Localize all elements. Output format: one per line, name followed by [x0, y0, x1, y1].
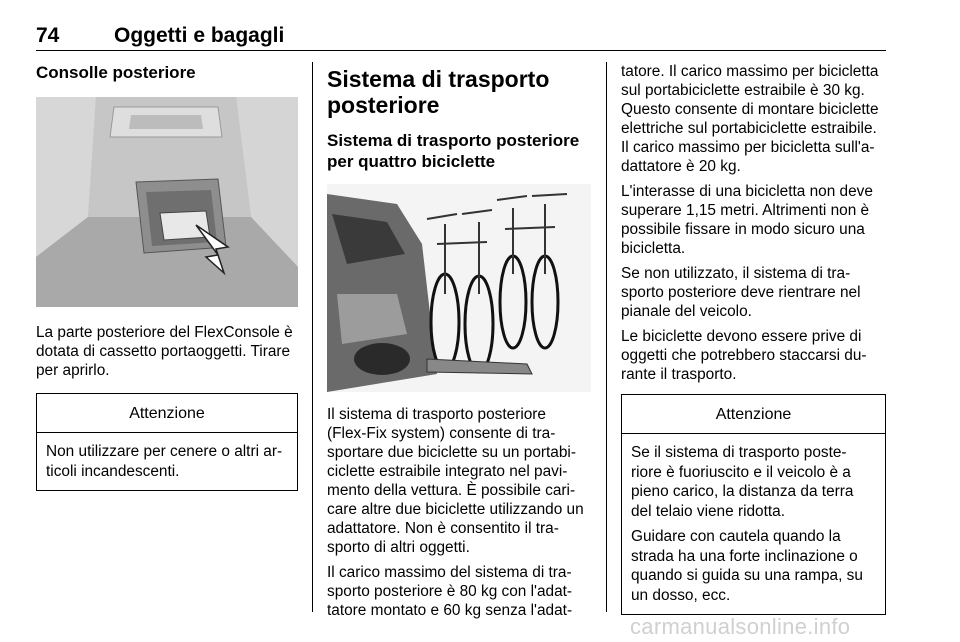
text-line: (Flex-Fix system) consente di tra- [327, 425, 556, 442]
notice-box [36, 393, 298, 491]
column-divider [312, 62, 313, 612]
text-line: Le biciclette devono essere prive di [621, 328, 862, 345]
text-line: ciclette estraibile integrato nel pavi- [327, 463, 568, 480]
text-line: L'interasse di una bicicletta non deve [621, 183, 873, 200]
column-3 [621, 62, 886, 615]
text-line: mento della vettura. È possibile cari- [327, 482, 576, 499]
page-header [36, 22, 886, 51]
text-line: bicicletta. [621, 240, 686, 257]
text-line: riore è fuoriuscito e il veicolo è a [631, 463, 851, 481]
text-line: Non utilizzare per cenere o altri ar- [46, 443, 283, 460]
notice-title: Attenzione [622, 395, 885, 434]
text-line: dattatore è 20 kg. [621, 158, 741, 175]
console-illustration [36, 97, 298, 307]
text-line: strada ha una forte inclinazione o [631, 547, 858, 565]
text-line: Guidare con cautela quando la [631, 528, 841, 545]
text-line: del telaio viene ridotta. [631, 502, 786, 520]
text-line: oggetti che potrebbero staccarsi du- [621, 347, 867, 364]
text-line: sportare due biciclette su un portabi- [327, 444, 576, 461]
subsection-heading [327, 130, 591, 172]
text-line: Se il sistema di trasporto poste- [631, 444, 847, 461]
text-line: Se non utilizzato, il sistema di tra- [621, 265, 851, 282]
text-line: ticoli incandescenti. [46, 462, 180, 480]
text-line: un dosso, ecc. [631, 586, 731, 604]
console-heading: Consolle posteriore [36, 63, 196, 82]
text-line: sporto posteriore deve rientrare nel [621, 284, 861, 301]
notice-title: Attenzione [37, 394, 297, 433]
text-line: dotata di cassetto portaoggetti. Tirare [36, 343, 291, 360]
column-1 [36, 62, 298, 491]
text-line: Il sistema di trasporto posteriore [327, 406, 546, 423]
text-line: pieno carico, la distanza da terra [631, 483, 854, 500]
text-line: sporto di altri oggetti. [327, 539, 470, 556]
loose-objects-text [621, 327, 886, 384]
page-number: 74 [36, 24, 60, 47]
text-line: tatore. Il carico massimo per bicicletta [621, 63, 879, 80]
heading-line: Sistema di trasporto [327, 66, 550, 92]
text-line: care altre due biciclette utilizzando un [327, 501, 584, 518]
column-divider [606, 62, 607, 612]
text-line: Il carico massimo per bicicletta sull'a- [621, 139, 875, 156]
text-line: Questo consente di montare biciclette [621, 101, 879, 118]
section-heading [327, 66, 591, 118]
text-line: La parte posteriore del FlexConsole è [36, 324, 293, 341]
notice-text [46, 442, 287, 481]
text-line: pianale del veicolo. [621, 303, 752, 320]
storage-text [621, 264, 886, 321]
carrier-load-text [327, 563, 591, 620]
text-line: sporto posteriore è 80 kg con l'adat- [327, 583, 573, 600]
notice-text [631, 443, 875, 521]
notice-text [631, 527, 875, 605]
notice-box [621, 394, 886, 615]
text-line: adattatore. Non è consentito il tra- [327, 520, 559, 537]
console-description [36, 323, 298, 380]
wheelbase-text [621, 182, 886, 258]
watermark: carmanualsonline.info [630, 614, 851, 639]
heading-line: per quattro biciclette [327, 152, 496, 171]
section-title: Oggetti e bagagli [114, 24, 285, 47]
carrier-description [327, 405, 591, 557]
text-line: Il carico massimo del sistema di tra- [327, 564, 572, 581]
text-line: elettriche sul portabiciclette estraibile. [621, 120, 877, 137]
text-line: possibile fissare in modo sicuro una [621, 221, 865, 238]
text-line: tatore montato e 60 kg senza l'adat- [327, 602, 573, 619]
column-2 [327, 62, 591, 626]
heading-line: Sistema di trasporto posteriore [327, 131, 580, 150]
text-line: quando si guida su una rampa, su [631, 567, 863, 584]
heading-line: posteriore [327, 92, 440, 118]
load-limits-text [621, 62, 886, 176]
text-line: rante il trasporto. [621, 366, 737, 383]
bike-carrier-illustration [327, 184, 591, 392]
text-line: superare 1,15 metri. Altrimenti non è [621, 202, 870, 219]
text-line: sul portabiciclette estraibile è 30 kg. [621, 82, 865, 99]
text-line: per aprirlo. [36, 362, 110, 379]
